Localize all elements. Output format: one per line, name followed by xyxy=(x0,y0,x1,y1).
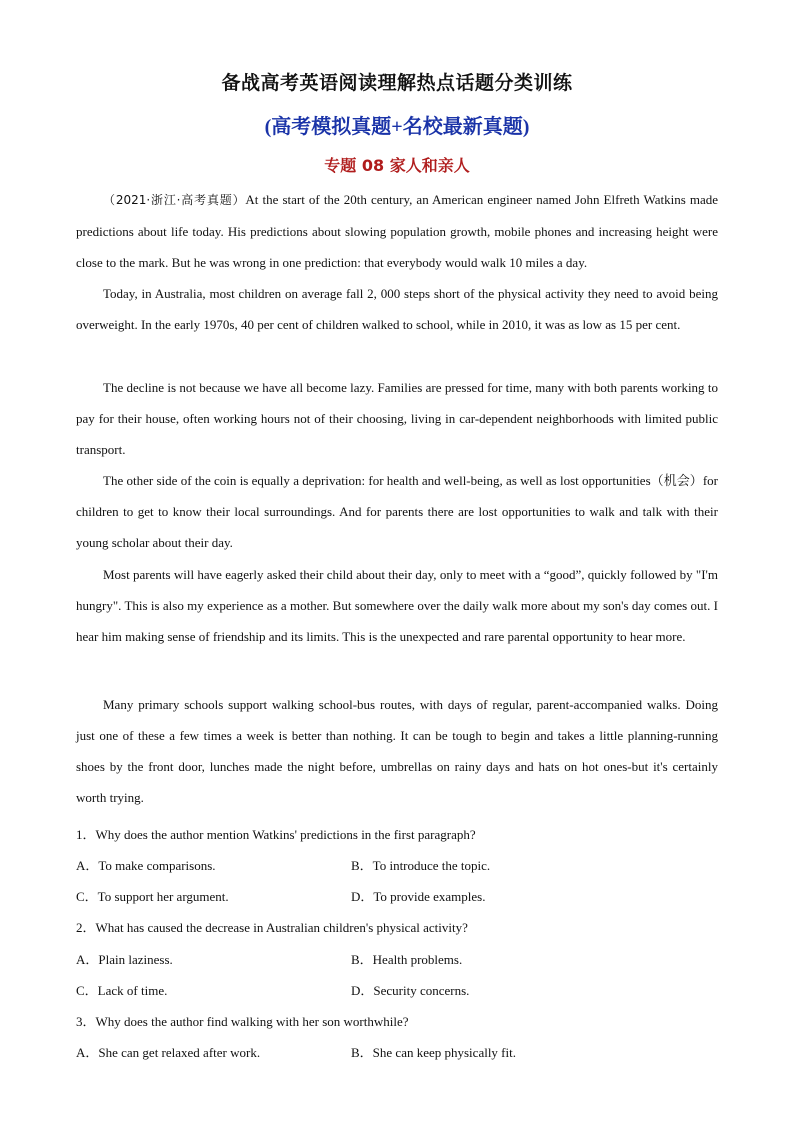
passage-paragraph-2: Today, in Australia, most children on average fall 2, 000 steps short of the physical activity they need to avoid being overweight. In the early 1970s, 40 per cent of children walked to school, while in 2010, it was as low as 15 per cent. xyxy=(76,286,718,332)
topic-heading: 专题 08 家人和亲人 xyxy=(324,156,470,175)
question-1-stem: 1．Why does the author mention Watkins' predictions in the first paragraph? xyxy=(76,827,476,842)
document-title: 备战高考英语阅读理解热点话题分类训练 xyxy=(221,72,573,94)
question-2-option-b[interactable]: B．Health problems. xyxy=(351,952,463,967)
question-1-option-b[interactable]: B．To introduce the topic. xyxy=(351,858,491,873)
question-2-stem: 2．What has caused the decrease in Australian children's physical activity? xyxy=(76,920,468,935)
question-1-option-d[interactable]: D．To provide examples. xyxy=(351,889,486,904)
question-1-option-a[interactable]: A．To make comparisons. xyxy=(76,858,216,873)
question-2-option-c[interactable]: C．Lack of time. xyxy=(76,983,168,998)
document-subtitle: (高考模拟真题+名校最新真题) xyxy=(264,116,530,138)
question-2-option-d[interactable]: D．Security concerns. xyxy=(351,983,470,998)
paragraph-1-text: At the start of the 20th century, an American engineer named John Elfreth Watkins made predictions about life today. His predictions about slowing population growth, mobile phones and increasing height were close to the mark. But he was wrong in one prediction: that everybody would walk 10 miles a day. xyxy=(76,192,719,270)
passage-paragraph-1 xyxy=(76,184,718,278)
question-2-option-a[interactable]: A．Plain laziness. xyxy=(76,952,173,967)
question-3-stem: 3．Why does the author find walking with her son worthwhile? xyxy=(76,1014,409,1029)
question-3-option-b[interactable]: B．She can keep physically fit. xyxy=(351,1045,516,1060)
question-1-option-c[interactable]: C．To support her argument. xyxy=(76,889,229,904)
passage-paragraph-4: The other side of the coin is equally a deprivation: for health and well-being, as well as lost opportunities（机会）for children to get to know their local surroundings. And for parents there are lost opportunities to walk and talk with their young scholar about their day. xyxy=(76,473,718,550)
passage-paragraph-6: Many primary schools support walking school-bus routes, with days of regular, parent-accompanied walks. Doing just one of these a few times a week is better than nothing. It can be tough to begin and takes a little planning-running shoes by the front door, lunches made the night before, umbrellas on rainy days and hats on hot ones-but it's certainly worth trying. xyxy=(76,697,718,805)
source-label: （2021·浙江·高考真题） xyxy=(103,193,246,207)
passage-paragraph-3: The decline is not because we have all become lazy. Families are pressed for time, many with both parents working to pay for their house, often working hours not of their choosing, living in car-dependent neighborhoods with limited public transport. xyxy=(76,380,718,457)
question-3-option-a[interactable]: A．She can get relaxed after work. xyxy=(76,1045,261,1060)
passage-paragraph-5: Most parents will have eagerly asked their child about their day, only to meet with a “good”, quickly followed by "I'm hungry". This is also my experience as a mother. But somewhere over the daily walk more about my son's day comes out. I hear him making sense of friendship and its limits. This is the unexpected and rare parental opportunity to hear more. xyxy=(76,567,718,644)
